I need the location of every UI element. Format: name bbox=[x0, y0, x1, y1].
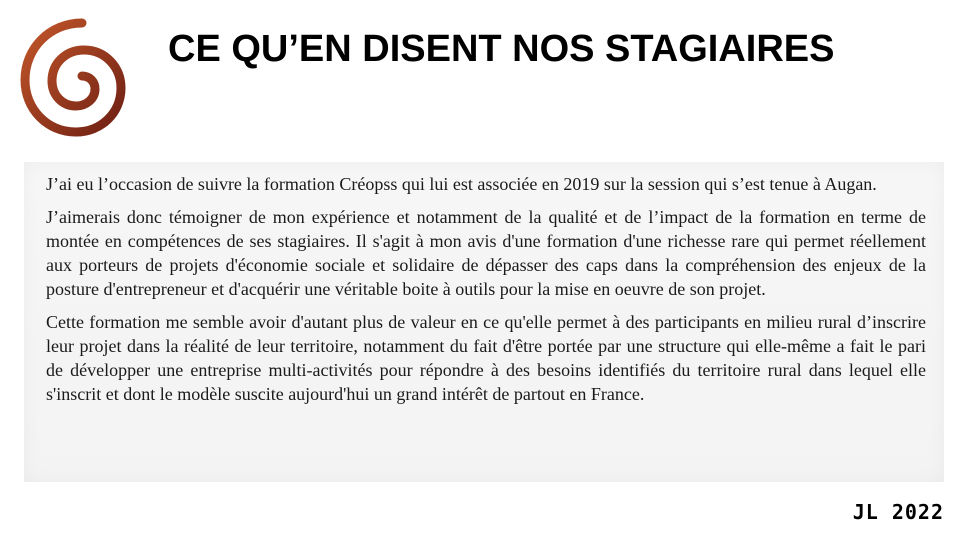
testimonial-paragraph: J’aimerais donc témoigner de mon expérience et notamment de la qualité et de l’impact de la formation en terme de montée en compétences de ses stagiaires. Il s'agit à mon avis d'une formation d'une richesse rare qui permet réellement aux porteurs de projets d'économie sociale et solidaire de dépasser des caps dans la compréhension des enjeux de la posture d'entrepreneur et d'acquérir une véritable boite à outils pour la mise en oeuvre de son projet. bbox=[46, 207, 926, 299]
footer-signature: JL 2022 bbox=[852, 500, 944, 524]
scanned-testimonial-letter bbox=[24, 162, 944, 482]
spiral-logo-icon bbox=[12, 12, 152, 152]
testimonial-paragraph: J’ai eu l’occasion de suivre la formation Créopss qui lui est associée en 2019 sur la session qui s’est tenue à Augan. bbox=[46, 174, 877, 194]
slide-title: CE QU’EN DISENT NOS STAGIAIRES bbox=[168, 28, 835, 70]
testimonial-text bbox=[46, 172, 926, 415]
testimonial-paragraph: Cette formation me semble avoir d'autant plus de valeur en ce qu'elle permet à des participants en milieu rural d’inscrire leur projet dans la réalité de leur territoire, notamment du fait d'être portée par une structure qui elle-même a fait le pari de développer une entreprise multi-activités pour répondre à des besoins identifiés du territoire rural dans lequel elle s'inscrit et dont le modèle suscite aujourd'hui un grand intérêt de partout en France. bbox=[46, 312, 926, 404]
